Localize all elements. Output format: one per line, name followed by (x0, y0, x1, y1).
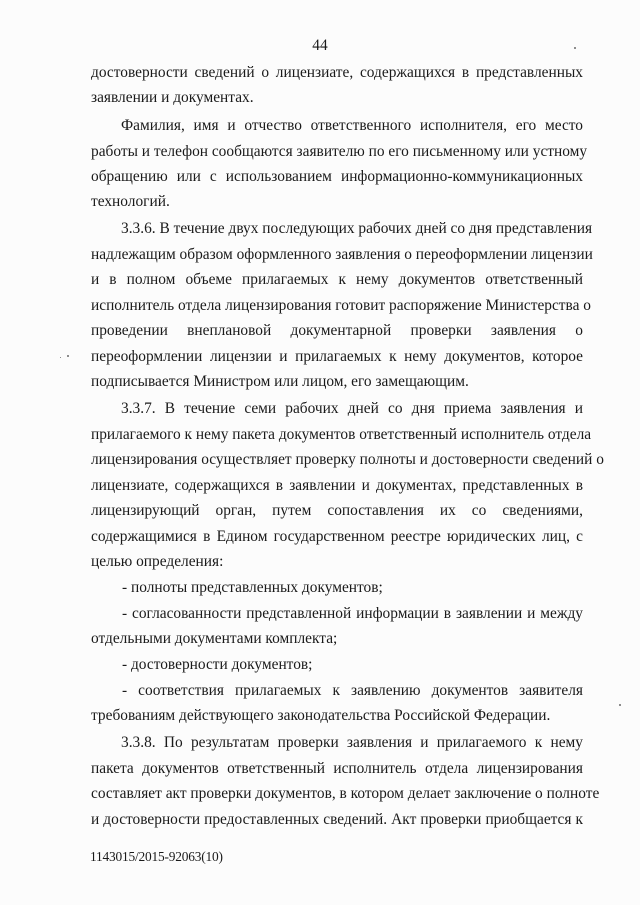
text-line: содержащимися в Едином государственном реестре юридических лиц, с (91, 528, 583, 545)
text-line: работы и телефон сообщаются заявителю по его письменному или устному (91, 143, 588, 160)
text-line: составляет акт проверки документов, в котором делает заключение о полноте (91, 785, 600, 802)
list-item: - согласованности представленной информации в заявлении и между (122, 605, 583, 622)
text-line: целью определения: (91, 553, 224, 570)
text-line: и в полном объеме прилагаемых к нему документов ответственный (91, 271, 583, 288)
page-number: 44 (312, 37, 328, 54)
text-line: надлежащим образом оформленного заявления о переоформлении лицензии (91, 246, 593, 263)
scan-speck (67, 355, 69, 357)
text-line: пакета документов ответственный исполнитель отдела лицензирования (91, 760, 583, 777)
text-line: 3.3.6. В течение двух последующих рабочих дней со дня представления (121, 220, 593, 237)
text-line: технологий. (91, 193, 170, 210)
text-line: требованиям действующего законодательства Российской Федерации. (91, 707, 551, 724)
text-line: лицензирования осуществляет проверку полноты и достоверности сведений о (91, 451, 604, 468)
text-line: прилагаемого к нему пакета документов ответственный исполнитель отдела (91, 426, 592, 443)
text-line: подписывается Министром или лицом, его замещающим. (91, 373, 469, 390)
document-reference: 1143015/2015-92063(10) (90, 849, 223, 864)
text-line: лицензиате, содержащихся в заявлении и документах, представленных в (91, 477, 583, 494)
text-line: заявлении и документах. (91, 89, 254, 106)
text-line: проведении внеплановой документарной проверки заявления о (91, 322, 583, 339)
list-item: - достоверности документов; (122, 656, 313, 673)
text-line: 3.3.8. По результатам проверки заявления и прилагаемого к нему (121, 734, 583, 751)
text-line: отдельными документами комплекта; (91, 630, 338, 647)
scan-speck (60, 357, 61, 358)
text-line: лицензирующий орган, путем сопоставления их со сведениями, (91, 502, 583, 519)
text-line: и достоверности предоставленных сведений. Акт проверки приобщается к (91, 811, 583, 828)
text-line: достоверности сведений о лицензиате, содержащихся в представленных (91, 64, 583, 81)
list-item: - полноты представленных документов; (122, 579, 383, 596)
text-line: исполнитель отдела лицензирования готовит распоряжение Министерства о (91, 297, 591, 314)
scan-speck (619, 704, 621, 706)
text-line: обращению или с использованием информационно-коммуникационных (91, 168, 583, 185)
scan-speck (574, 47, 576, 49)
text-line: 3.3.7. В течение семи рабочих дней со дня приема заявления и (121, 400, 583, 417)
list-item: - соответствия прилагаемых к заявлению документов заявителя (122, 682, 583, 699)
text-line: переоформлении лицензии и прилагаемых к нему документов, которое (91, 348, 583, 365)
text-line: Фамилия, имя и отчество ответственного исполнителя, его место (121, 117, 583, 134)
